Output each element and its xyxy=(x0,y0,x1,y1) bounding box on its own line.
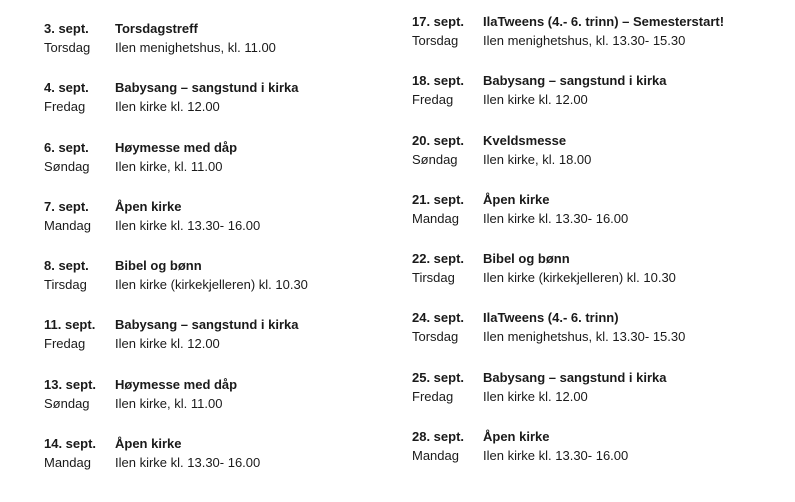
event-title: Åpen kirke xyxy=(115,198,182,214)
event-entry xyxy=(412,427,724,486)
event-detail-row xyxy=(44,275,308,294)
event-location-time: Ilen menighetshus, kl. 13.30- 15.30 xyxy=(483,33,686,48)
event-location-time: Ilen kirke kl. 12.00 xyxy=(115,99,220,115)
event-date: 20. sept. xyxy=(412,132,465,148)
event-detail-row xyxy=(44,157,308,176)
event-date: 6. sept. xyxy=(44,139,89,155)
event-heading-row xyxy=(412,308,724,327)
right-event-column xyxy=(412,12,724,486)
event-location-time: Ilen kirke kl. 12.00 xyxy=(483,92,588,108)
event-weekday: Fredag xyxy=(44,336,86,352)
event-title: Kveldsmesse xyxy=(483,132,567,148)
left-event-column xyxy=(44,19,308,493)
event-title: Babysang – sangstund i kirka xyxy=(483,369,667,385)
event-location-time: Ilen kirke, kl. 18.00 xyxy=(483,151,592,167)
event-location-time: Ilen kirke, kl. 11.00 xyxy=(115,395,223,411)
event-heading-row xyxy=(412,71,724,90)
event-date: 11. sept. xyxy=(44,317,96,333)
event-date: 3. sept. xyxy=(44,21,89,36)
event-entry xyxy=(412,308,724,367)
event-entry xyxy=(44,138,308,197)
event-detail-row xyxy=(44,334,308,353)
event-date: 4. sept. xyxy=(44,80,89,96)
event-heading-row xyxy=(412,249,724,268)
event-weekday: Fredag xyxy=(412,92,454,108)
event-title: Torsdagstreff xyxy=(115,21,198,36)
event-date: 18. sept. xyxy=(412,73,465,89)
event-heading-row xyxy=(44,138,308,157)
event-detail-row xyxy=(412,327,724,346)
event-heading-row xyxy=(44,375,308,394)
event-entry xyxy=(44,375,308,434)
event-title: Høymesse med dåp xyxy=(115,376,238,392)
event-date: 24. sept. xyxy=(412,310,465,326)
event-detail-row xyxy=(412,90,724,109)
event-weekday: Mandag xyxy=(44,217,91,233)
event-detail-row xyxy=(412,268,724,287)
event-title: Åpen kirke xyxy=(115,436,182,452)
event-location-time: Ilen kirke kl. 12.00 xyxy=(483,388,588,404)
event-title: Bibel og bønn xyxy=(115,258,202,274)
event-detail-row xyxy=(412,31,724,50)
event-date: 8. sept. xyxy=(44,258,89,274)
event-location-time: Ilen kirke kl. 12.00 xyxy=(115,336,220,352)
event-heading-row xyxy=(44,197,308,216)
event-heading-row xyxy=(412,12,724,31)
event-entry xyxy=(412,12,724,71)
event-title: Åpen kirke xyxy=(483,429,550,445)
event-heading-row xyxy=(412,131,724,150)
event-location-time: Ilen kirke kl. 13.30- 16.00 xyxy=(115,217,261,233)
event-weekday: Mandag xyxy=(412,448,459,464)
event-date: 14. sept. xyxy=(44,436,97,452)
event-heading-row xyxy=(44,315,308,334)
event-location-time: Ilen menighetshus, kl. 13.30- 15.30 xyxy=(483,329,686,345)
event-detail-row xyxy=(412,446,724,465)
event-location-time: Ilen kirke kl. 13.30- 16.00 xyxy=(115,455,261,471)
event-heading-row xyxy=(44,19,308,38)
event-location-time: Ilen kirke, kl. 11.00 xyxy=(115,158,223,174)
event-weekday: Mandag xyxy=(412,210,459,226)
event-weekday: Tirsdag xyxy=(44,277,87,293)
event-title: IlaTweens (4.- 6. trinn) xyxy=(483,310,619,326)
event-date: 17. sept. xyxy=(412,14,465,29)
event-weekday: Mandag xyxy=(44,455,91,471)
event-heading-row xyxy=(44,434,308,453)
event-date: 21. sept. xyxy=(412,191,465,207)
event-date: 7. sept. xyxy=(44,198,89,214)
event-date: 25. sept. xyxy=(412,369,465,385)
event-detail-row xyxy=(44,38,308,57)
event-weekday: Søndag xyxy=(44,395,90,411)
event-entry xyxy=(412,71,724,130)
event-detail-row xyxy=(44,453,308,472)
event-title: Høymesse med dåp xyxy=(115,139,238,155)
event-title: Åpen kirke xyxy=(483,191,550,207)
event-title: Babysang – sangstund i kirka xyxy=(115,80,299,96)
event-entry xyxy=(44,315,308,374)
event-entry xyxy=(412,249,724,308)
event-location-time: Ilen menighetshus, kl. 11.00 xyxy=(115,40,276,55)
event-weekday: Fredag xyxy=(412,388,454,404)
event-location-time: Ilen kirke (kirkekjelleren) kl. 10.30 xyxy=(483,270,676,286)
event-entry xyxy=(412,190,724,249)
event-title: IlaTweens (4.- 6. trinn) – Semesterstart! xyxy=(483,14,725,29)
event-detail-row xyxy=(412,387,724,406)
event-title: Babysang – sangstund i kirka xyxy=(115,317,299,333)
event-entry xyxy=(44,19,308,78)
event-entry xyxy=(44,78,308,137)
event-heading-row xyxy=(44,78,308,97)
event-detail-row xyxy=(44,394,308,413)
event-heading-row xyxy=(412,368,724,387)
event-detail-row xyxy=(44,216,308,235)
event-heading-row xyxy=(412,190,724,209)
event-date: 28. sept. xyxy=(412,429,465,445)
event-date: 13. sept. xyxy=(44,376,97,392)
event-entry xyxy=(44,197,308,256)
event-weekday: Torsdag xyxy=(412,33,459,48)
event-heading-row xyxy=(44,256,308,275)
event-weekday: Torsdag xyxy=(44,40,91,55)
event-entry xyxy=(44,434,308,493)
event-detail-row xyxy=(412,150,724,169)
event-weekday: Søndag xyxy=(44,158,90,174)
event-title: Bibel og bønn xyxy=(483,251,570,267)
event-location-time: Ilen kirke kl. 13.30- 16.00 xyxy=(483,210,629,226)
event-entry xyxy=(412,368,724,427)
event-weekday: Tirsdag xyxy=(412,270,455,286)
event-weekday: Søndag xyxy=(412,151,458,167)
event-detail-row xyxy=(412,209,724,228)
event-detail-row xyxy=(44,97,308,116)
event-entry xyxy=(44,256,308,315)
event-heading-row xyxy=(412,427,724,446)
event-weekday: Torsdag xyxy=(412,329,459,345)
event-location-time: Ilen kirke kl. 13.30- 16.00 xyxy=(483,448,629,464)
event-location-time: Ilen kirke (kirkekjelleren) kl. 10.30 xyxy=(115,277,308,293)
event-date: 22. sept. xyxy=(412,251,465,267)
event-entry xyxy=(412,131,724,190)
event-weekday: Fredag xyxy=(44,99,86,115)
event-title: Babysang – sangstund i kirka xyxy=(483,73,667,89)
